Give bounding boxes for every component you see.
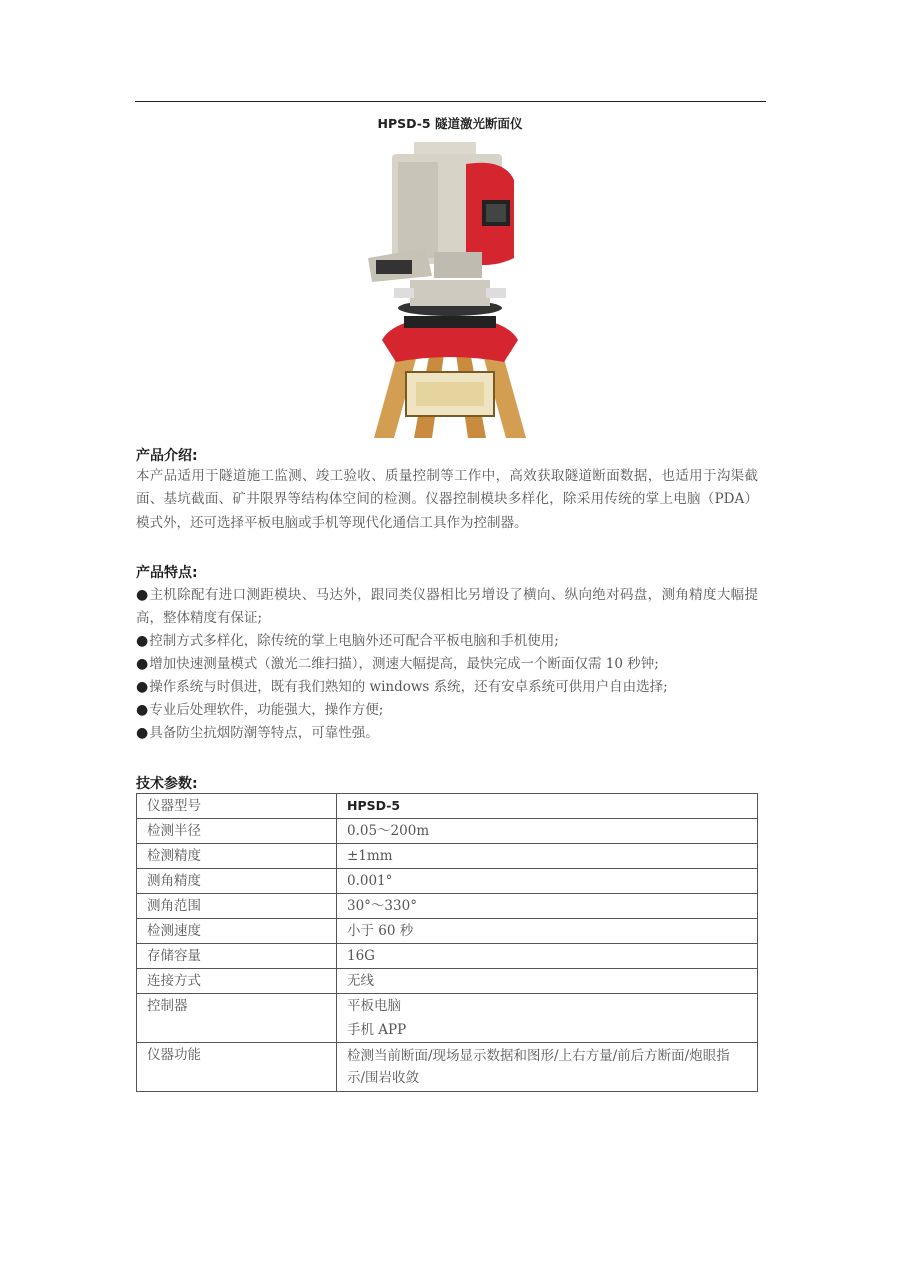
table-row bbox=[137, 844, 758, 869]
product-photo bbox=[354, 140, 546, 438]
tripod bbox=[374, 316, 526, 438]
table-row bbox=[137, 944, 758, 969]
spec-label: 检测精度 bbox=[137, 844, 337, 869]
header-rule bbox=[135, 101, 766, 102]
table-row bbox=[137, 919, 758, 944]
bullet-icon: ● bbox=[136, 656, 149, 672]
spec-label: 控制器 bbox=[137, 994, 337, 1043]
tribrach bbox=[394, 280, 506, 316]
table-row bbox=[137, 994, 758, 1043]
spec-value: HPSD-5 bbox=[337, 794, 758, 819]
bullet-icon: ● bbox=[136, 587, 149, 603]
spec-value: 无线 bbox=[337, 969, 758, 994]
bullet-icon: ● bbox=[136, 702, 149, 718]
spec-label: 连接方式 bbox=[137, 969, 337, 994]
table-row bbox=[137, 819, 758, 844]
spec-label: 测角范围 bbox=[137, 894, 337, 919]
spec-value bbox=[337, 994, 758, 1043]
spec-value: ±1mm bbox=[337, 844, 758, 869]
feature-item: ●增加快速测量模式（激光二维扫描），测速大幅提高，最快完成一个断面仅需 10 秒钟; bbox=[136, 656, 659, 672]
document-title: HPSD-5 隧道激光断面仪 bbox=[377, 116, 523, 131]
specs-heading: 技术参数: bbox=[136, 776, 198, 792]
table-row bbox=[137, 1043, 758, 1092]
feature-item: ●控制方式多样化，除传统的掌上电脑外还可配合平板电脑和手机使用; bbox=[136, 633, 559, 649]
spec-value: 小于 60 秒 bbox=[337, 919, 758, 944]
spec-value: 30°～330° bbox=[337, 894, 758, 919]
spec-label: 仪器型号 bbox=[137, 794, 337, 819]
spec-label: 检测速度 bbox=[137, 919, 337, 944]
spec-label: 仪器功能 bbox=[137, 1043, 337, 1092]
spec-value: 检测当前断面/现场显示数据和图形/上右方量/前后方断面/炮眼指示/围岩收敛 bbox=[337, 1043, 758, 1092]
spec-label: 检测半径 bbox=[137, 819, 337, 844]
specs-table bbox=[136, 793, 758, 1092]
table-row bbox=[137, 794, 758, 819]
feature-item: ●主机除配有进口测距模块、马达外，跟同类仪器相比另增设了横向、纵向绝对码盘，测角精度大幅提高，整体精度有保证; bbox=[136, 587, 759, 626]
table-row bbox=[137, 969, 758, 994]
feature-item: ●具备防尘抗烟防潮等特点，可靠性强。 bbox=[136, 725, 379, 741]
spec-value: 0.001° bbox=[337, 869, 758, 894]
spec-value: 16G bbox=[337, 944, 758, 969]
spec-label: 测角精度 bbox=[137, 869, 337, 894]
instrument-body bbox=[368, 142, 514, 282]
intro-paragraph: 本产品适用于隧道施工监测、竣工验收、质量控制等工作中，高效获取隧道断面数据，也适用于沟渠截面、基坑截面、矿井限界等结构体空间的检测。仪器控制模块多样化，除采用传统的掌上电脑（PDA）模式外，还可选择平板电脑或手机等现代化通信工具作为控制器。 bbox=[136, 468, 758, 531]
spec-value-line: 平板电脑 bbox=[347, 998, 401, 1014]
table-row bbox=[137, 894, 758, 919]
bullet-icon: ● bbox=[136, 679, 149, 695]
feature-item: ●操作系统与时俱进，既有我们熟知的 windows 系统，还有安卓系统可供用户自由选择; bbox=[136, 679, 668, 695]
intro-heading: 产品介绍: bbox=[136, 448, 198, 464]
spec-label: 存储容量 bbox=[137, 944, 337, 969]
feature-item: ●专业后处理软件，功能强大，操作方便; bbox=[136, 702, 384, 718]
spec-value-line: 手机 APP bbox=[347, 1022, 407, 1038]
bullet-icon: ● bbox=[136, 725, 149, 741]
features-list bbox=[136, 584, 758, 745]
bullet-icon: ● bbox=[136, 633, 149, 649]
features-heading: 产品特点: bbox=[136, 565, 198, 581]
spec-value: 0.05～200m bbox=[337, 819, 758, 844]
table-row bbox=[137, 869, 758, 894]
